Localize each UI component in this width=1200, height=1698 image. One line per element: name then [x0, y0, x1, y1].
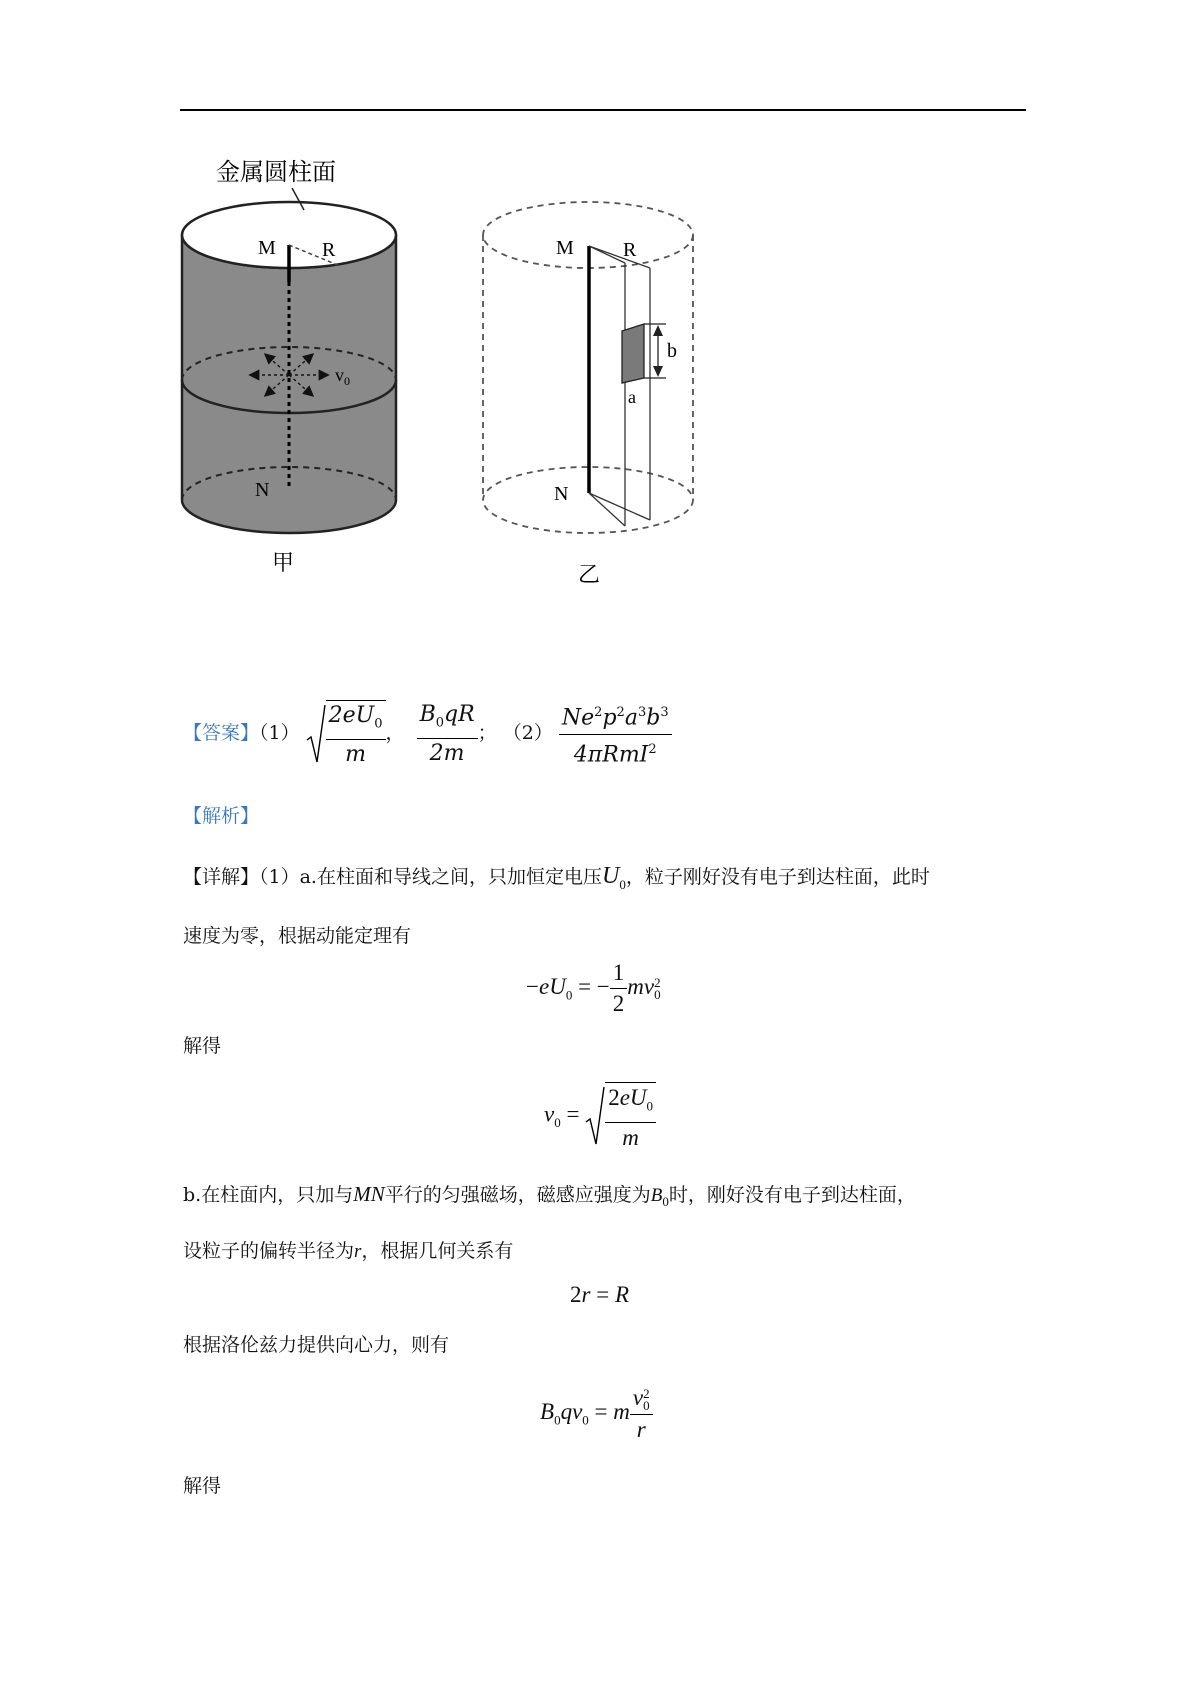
- figure-jia: [182, 158, 396, 576]
- mn-symbol: MN: [353, 1182, 385, 1206]
- detail-line3-b: 平行的匀强磁场，磁感应强度为: [384, 1184, 651, 1206]
- label-r1: R: [322, 239, 336, 261]
- answer-line: [183, 700, 672, 768]
- detail-line-1: [183, 862, 930, 899]
- answer-formula-1: $\frac{2eU_0}{m}$: [306, 700, 386, 768]
- equation-2r: 2r = R: [570, 1282, 629, 1307]
- label-v0: $v_0$: [335, 365, 350, 388]
- analysis-tag: 【解析】: [183, 805, 260, 827]
- detail-line3-a: b.在柱面内，只加与: [183, 1184, 354, 1206]
- label-n1: N: [255, 479, 270, 501]
- label-b: b: [667, 340, 677, 362]
- b0-symbol: $B_0$: [650, 1185, 669, 1209]
- detail-line4-b: ，根据几何关系有: [361, 1240, 514, 1262]
- detail-line-3: [183, 1180, 916, 1216]
- label-m2: M: [556, 237, 574, 259]
- answer-part2-label: （2）: [502, 722, 553, 745]
- figure-yi: [483, 202, 693, 588]
- answer-tag: 【答案】: [183, 722, 260, 745]
- equation-energy: $-eU_0$ = − $\frac{1}{2}$ mv 2 0: [526, 960, 661, 1016]
- detail-tag: 【详解】: [183, 866, 260, 888]
- solve-2: 解得: [183, 1475, 222, 1497]
- equation-v0: $v_0$ = $\frac{2eU_0}{m}$: [544, 1082, 656, 1151]
- label-a: a: [628, 387, 636, 407]
- fig2-label: 乙: [578, 563, 601, 588]
- detail-line4-a: 设粒子的偏转半径为: [183, 1240, 355, 1262]
- label-m1: M: [258, 237, 276, 259]
- answer-part1-label: （1）: [259, 722, 300, 745]
- answer-formula-2: $\frac{B_0qR}{2m}$: [417, 702, 478, 767]
- fig1-caption: 金属圆柱面: [216, 158, 336, 186]
- answer-formula-3: $\frac{Ne^2p^2a^3b^3}{4\pi RmI^2}$: [559, 700, 672, 768]
- detail-line3-c: 时，刚好没有电子到达柱面，: [668, 1184, 916, 1206]
- detail-line-5: 根据洛伦兹力提供向心力，则有: [183, 1334, 450, 1356]
- fig1-label: 甲: [272, 551, 295, 576]
- equation-lorentz: $B_0qv_0 = m$ v 2 0 r: [540, 1385, 653, 1443]
- cylinder-figures: [180, 150, 740, 640]
- detail-line-2: 速度为零，根据动能定理有: [183, 925, 412, 947]
- detail-line1-b: ，粒子刚好没有电子到达柱面，此时: [625, 866, 930, 888]
- label-n2: N: [554, 483, 569, 505]
- detail-line-4: [183, 1237, 513, 1266]
- solve-1: 解得: [183, 1035, 222, 1057]
- detail-line1-a: （1）a.在柱面和导线之间，只加恒定电压: [259, 866, 602, 888]
- answer-sep2: ；: [477, 722, 497, 745]
- r-symbol: r: [354, 1241, 362, 1262]
- answer-sep1: ，: [385, 722, 405, 745]
- u0-symbol: $U_0$: [601, 863, 626, 892]
- label-r2: R: [623, 239, 637, 261]
- header-rule: [180, 109, 1026, 111]
